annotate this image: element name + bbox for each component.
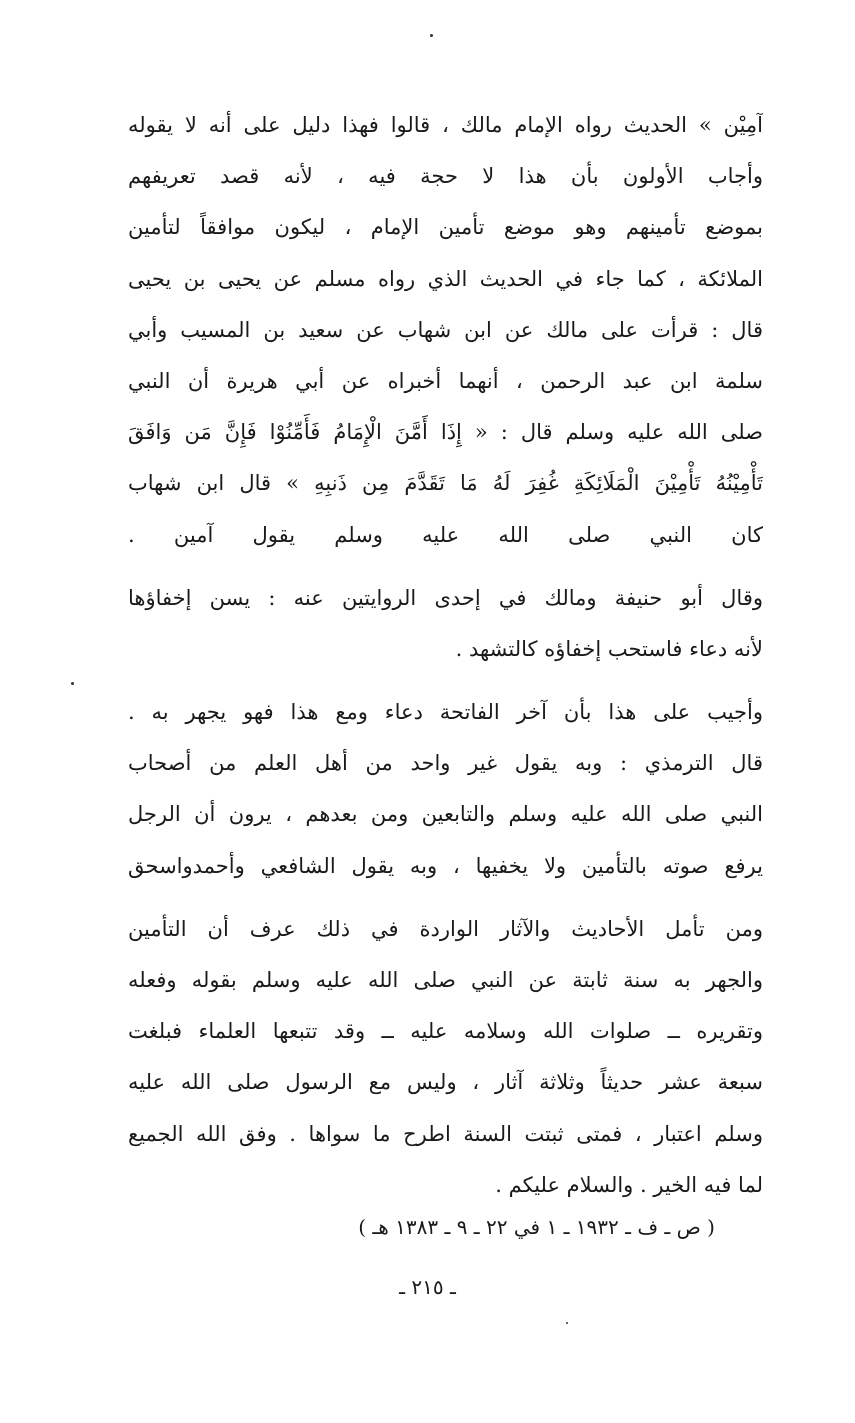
text-line: صلى الله عليه وسلم قال : « إِذَا أَمَّنَ الْإِمَامُ فَأَمِّنُوْا فَإِنَّ مَن وَافَقَ xyxy=(128,420,763,445)
text-line: سبعة عشر حديثاً وثلاثة آثار ، وليس مع الرسول صلى الله عليه xyxy=(128,1070,763,1095)
text-line: آمِيْن » الحديث رواه الإمام مالك ، قالوا فهذا دليل على أنه لا يقوله xyxy=(128,113,763,137)
print-speck xyxy=(71,682,74,685)
text-line: وقال أبو حنيفة ومالك في إحدى الروايتين عنه : يسن إخفاؤها xyxy=(128,585,763,610)
text-line: كان النبي صلى الله عليه وسلم يقول آمين . xyxy=(128,522,763,547)
paragraph xyxy=(128,904,763,1211)
page-number: ـ ٢١٥ ـ xyxy=(399,1275,456,1299)
paragraph-gap xyxy=(128,892,763,904)
paragraph-gap xyxy=(128,675,763,687)
paragraph-gap xyxy=(128,561,763,573)
text-line: تَأْمِيْنُهُ تَأْمِيْنَ الْمَلَائِكَةِ غُفِرَ لَهُ مَا تَقَدَّمَ مِن ذَنبِهِ » قال ابن شهاب xyxy=(128,471,763,496)
text-line: وسلم اعتبار ، فمتى ثبتت السنة اطرح ما سواها . وفق الله الجميع xyxy=(128,1121,763,1146)
text-line: الملائكة ، كما جاء في الحديث الذي رواه مسلم عن يحيى بن يحيى xyxy=(128,266,763,291)
print-speck xyxy=(566,1322,568,1324)
text-line: سلمة ابن عبد الرحمن ، أنهما أخبراه عن أبي هريرة أن النبي xyxy=(128,368,763,393)
text-line: قال : قرأت على مالك عن ابن شهاب عن سعيد بن المسيب وأبي xyxy=(128,317,763,342)
paragraph xyxy=(128,687,763,892)
text-line: وأجاب الأولون بأن هذا لا حجة فيه ، لأنه قصد تعريفهم xyxy=(128,164,763,189)
paragraph xyxy=(128,573,763,675)
text-line: والجهر به سنة ثابتة عن النبي صلى الله عليه وسلم بقوله وفعله xyxy=(128,968,763,992)
paragraph xyxy=(128,100,763,151)
text-line: وأجيب على هذا بأن آخر الفاتحة دعاء ومع هذا فهو يجهر به . xyxy=(128,700,763,725)
text-line: قال الترمذي : وبه يقول غير واحد من أهل العلم من أصحاب xyxy=(128,751,763,776)
paragraph xyxy=(128,151,763,561)
text-line: لأنه دعاء فاستحب إخفاؤه كالتشهد . xyxy=(455,636,763,661)
body-text xyxy=(128,100,763,1211)
citation-reference: ( ص ـ ف ـ ١٩٣٢ ـ ١ في ٢٢ ـ ٩ ـ ١٣٨٣ هـ ) xyxy=(358,1215,715,1239)
text-line: بموضع تأمينهم وهو موضع تأمين الإمام ، ليكون موافقاً لتأمين xyxy=(128,215,763,240)
print-speck xyxy=(430,34,433,37)
text-line: النبي صلى الله عليه وسلم والتابعين ومن بعدهم ، يرون أن الرجل xyxy=(128,802,763,827)
text-line: ومن تأمل الأحاديث والآثار الواردة في ذلك عرف أن التأمين xyxy=(128,916,763,941)
text-line: لما فيه الخير . والسلام عليكم . xyxy=(495,1172,763,1197)
text-line: يرفع صوته بالتأمين ولا يخفيها ، وبه يقول الشافعي وأحمدواسحق xyxy=(128,853,763,878)
text-line: وتقريره ــ صلوات الله وسلامه عليه ــ وقد تتبعها العلماء فبلغت xyxy=(128,1019,763,1044)
